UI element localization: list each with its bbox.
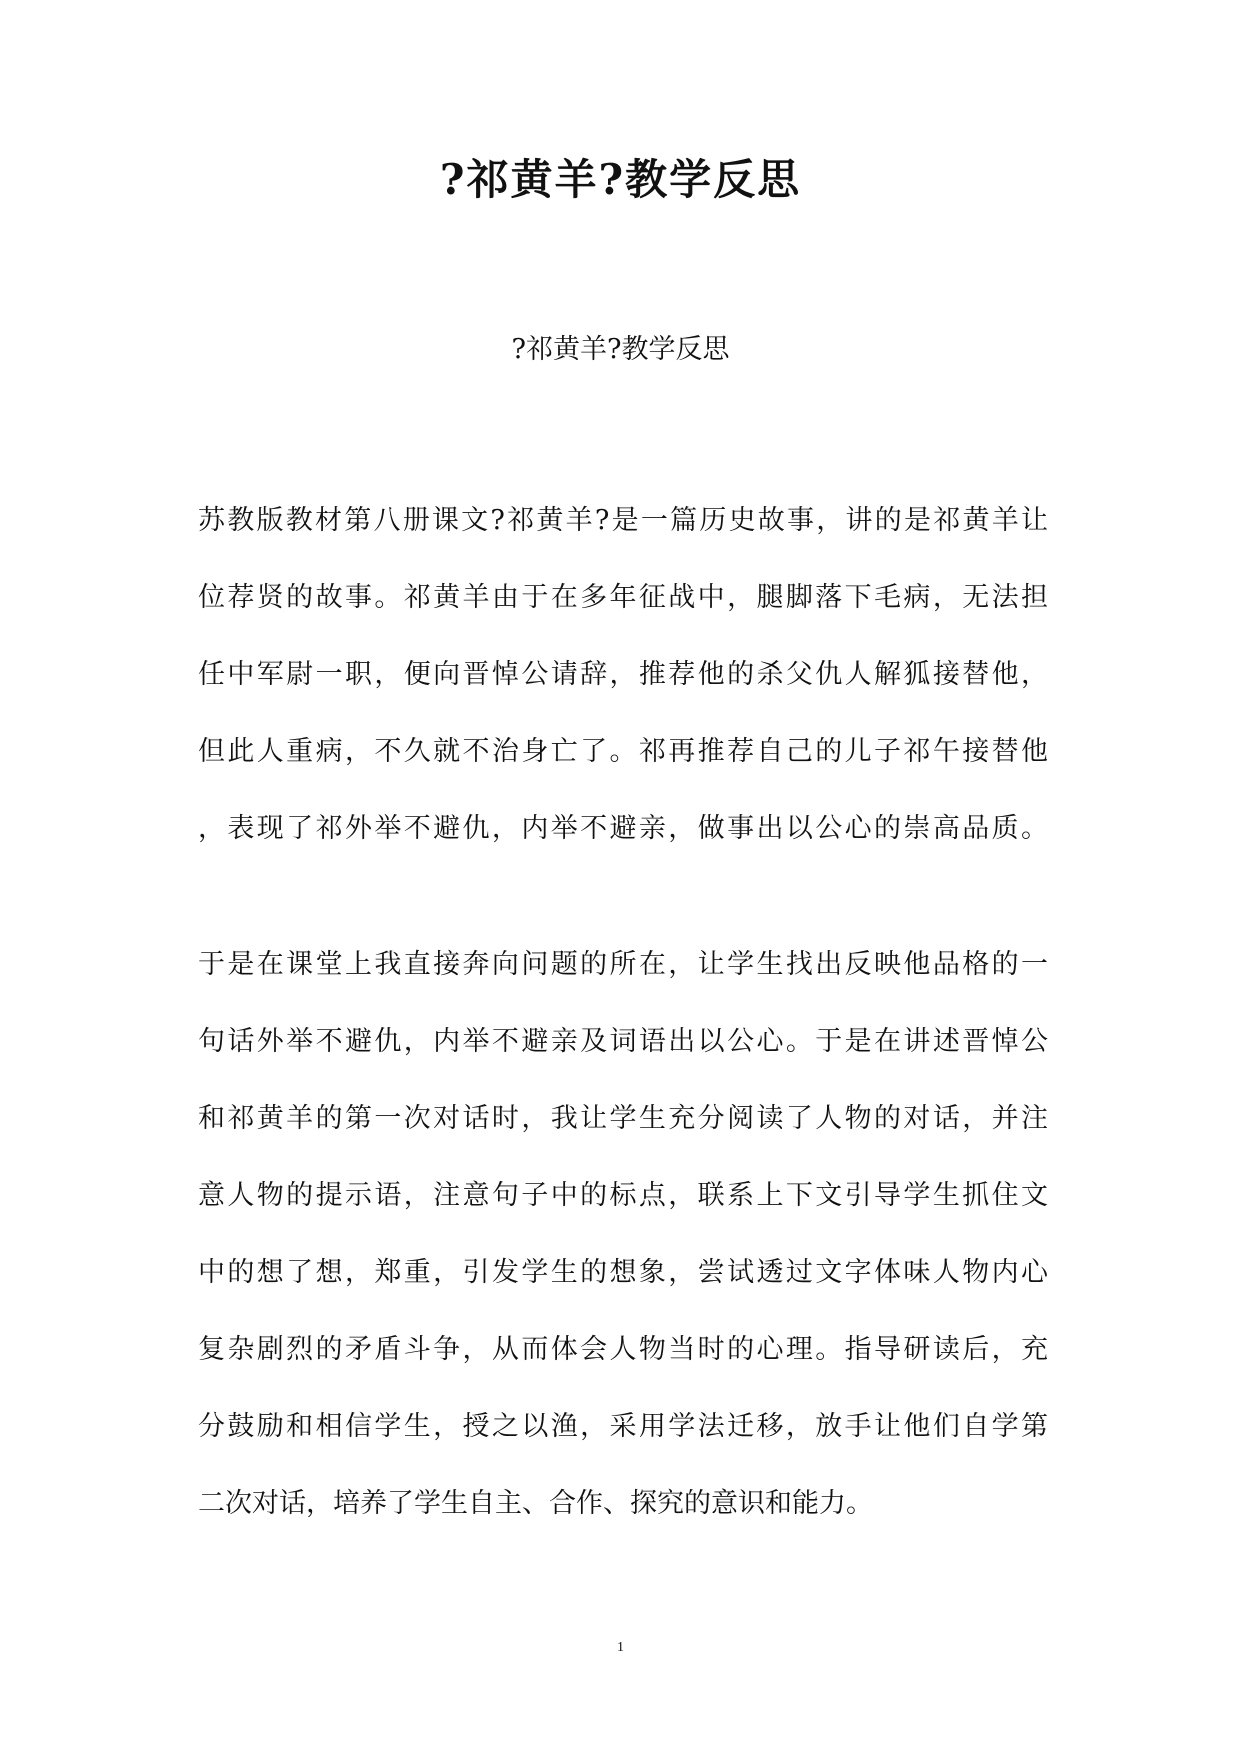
paragraph-line: 分鼓励和相信学生，授之以渔，采用学法迁移，放手让他们自学第 bbox=[198, 1411, 1048, 1442]
paragraph-line: 和祁黄羊的第一次对话时，我让学生充分阅读了人物的对话，并注 bbox=[198, 1103, 1048, 1134]
paragraph-line: 中的想了想，郑重，引发学生的想象，尝试透过文字体味人物内心 bbox=[198, 1257, 1048, 1288]
paragraph-line: 复杂剧烈的矛盾斗争，从而体会人物当时的心理。指导研读后，充 bbox=[198, 1334, 1048, 1365]
paragraph-line: 二次对话，培养了学生自主、合作、探究的意识和能力。 bbox=[198, 1488, 873, 1519]
paragraph-2 bbox=[198, 926, 1048, 1542]
paragraph-line: ，表现了祁外举不避仇，内举不避亲，做事出以公心的崇高品质。 bbox=[198, 813, 1048, 844]
paragraph-1 bbox=[198, 482, 1048, 867]
document-subtitle: ?祁黄羊?教学反思 bbox=[511, 334, 730, 365]
paragraph-line: 位荐贤的故事。祁黄羊由于在多年征战中，腿脚落下毛病，无法担 bbox=[198, 582, 1048, 613]
paragraph-line: 意人物的提示语，注意句子中的标点，联系上下文引导学生抓住文 bbox=[198, 1180, 1048, 1211]
document-title: ?祁黄羊?教学反思 bbox=[439, 155, 802, 204]
paragraph-line: 任中军尉一职，便向晋悼公请辞，推荐他的杀父仇人解狐接替他， bbox=[198, 659, 1048, 690]
paragraph-line: 但此人重病，不久就不治身亡了。祁再推荐自己的儿子祁午接替他 bbox=[198, 736, 1048, 767]
paragraph-line: 句话外举不避仇，内举不避亲及词语出以公心。于是在讲述晋悼公 bbox=[198, 1026, 1048, 1057]
paragraph-line: 于是在课堂上我直接奔向问题的所在，让学生找出反映他品格的一 bbox=[198, 949, 1048, 980]
page-number: 1 bbox=[617, 1640, 624, 1655]
paragraph-line: 苏教版教材第八册课文?祁黄羊?是一篇历史故事，讲的是祁黄羊让 bbox=[198, 505, 1048, 536]
